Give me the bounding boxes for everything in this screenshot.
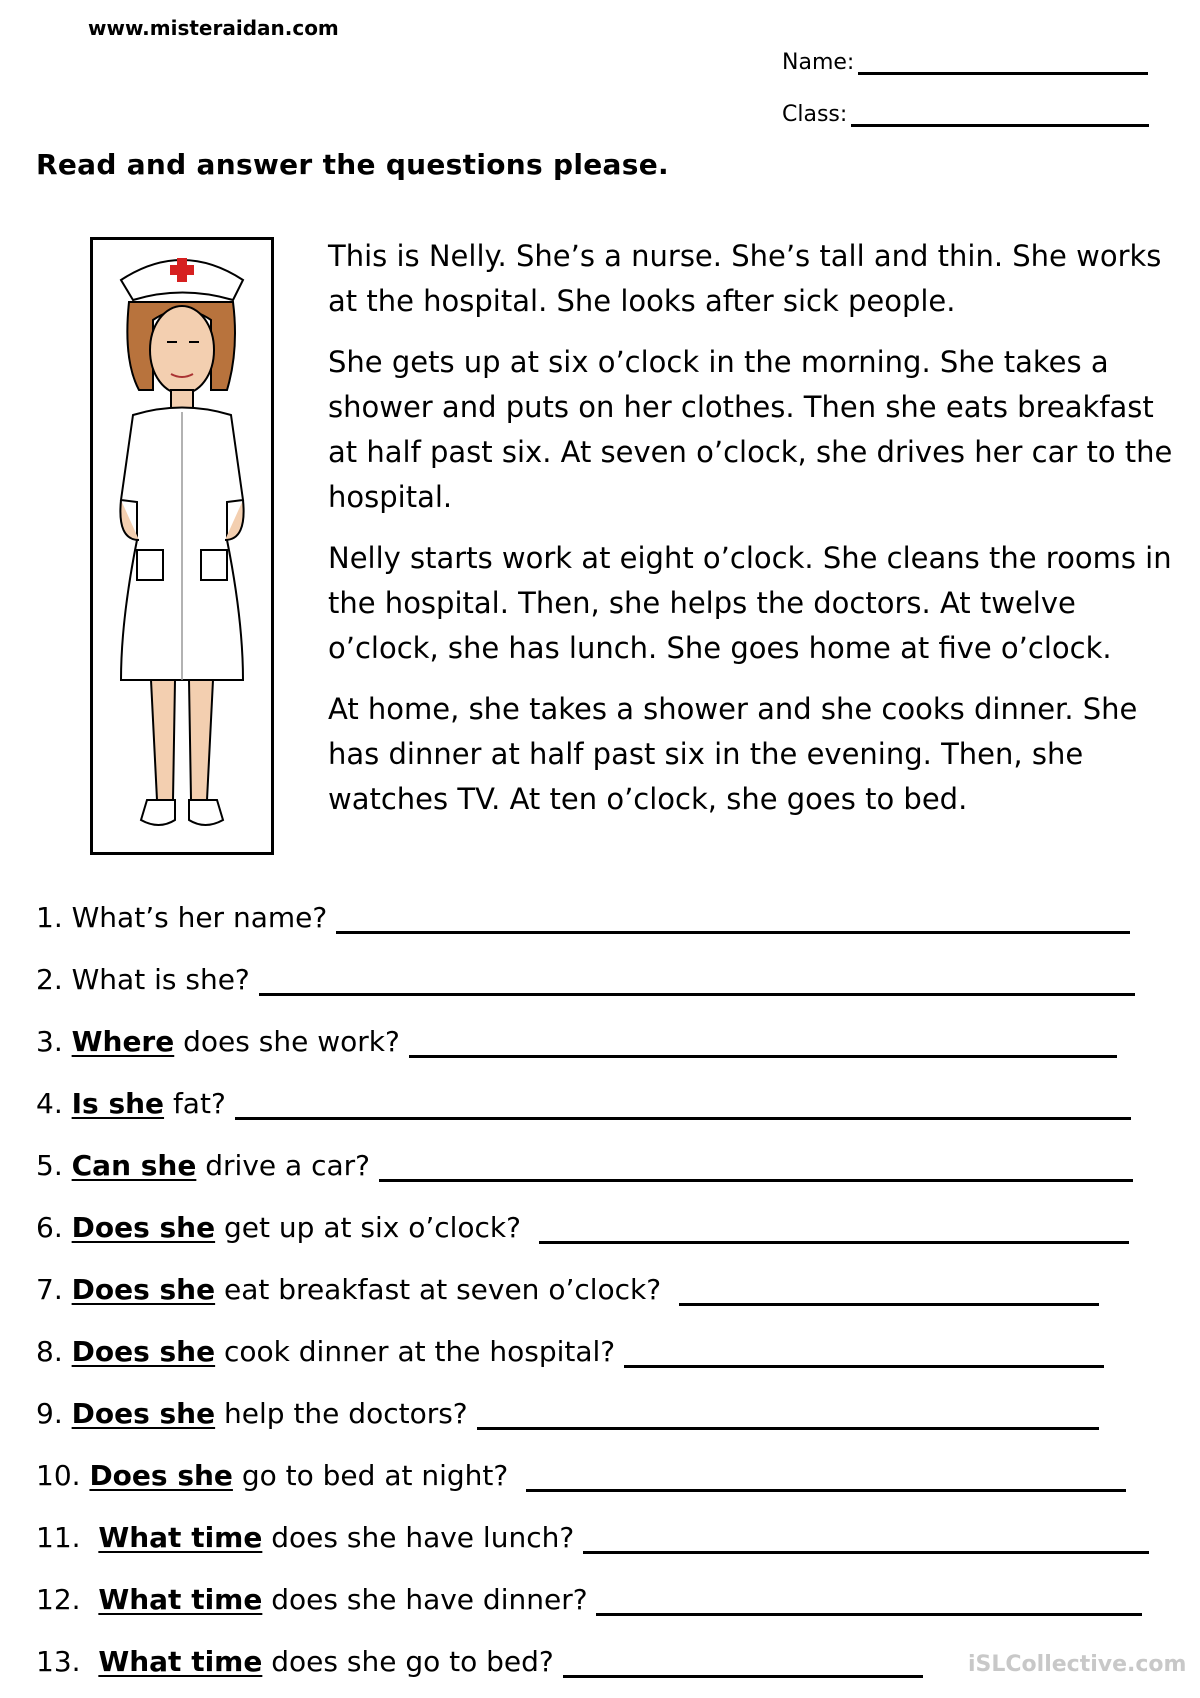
question-number: 4. — [36, 1087, 63, 1120]
story-paragraph: Nelly starts work at eight o’clock. She cleans the rooms in the hospital. Then, she helps the doctors. At twelve o’clock, she has lunch. She goes home at five o’clock. — [328, 541, 1172, 665]
question-item — [36, 1080, 1131, 1120]
question-item — [36, 1018, 1117, 1058]
question-text: does she go to bed? — [271, 1645, 554, 1678]
question-item — [36, 1142, 1133, 1182]
class-label: Class: — [782, 102, 848, 127]
reading-passage — [328, 234, 1188, 838]
question-item — [36, 1204, 1129, 1244]
answer-line[interactable] — [477, 1397, 1099, 1430]
page-title: Read and answer the questions please. — [36, 148, 669, 181]
answer-line[interactable] — [526, 1459, 1126, 1492]
watermark: iSLCollective.com — [968, 1652, 1187, 1677]
question-text: help the doctors? — [224, 1397, 468, 1430]
question-number: 5. — [36, 1149, 63, 1182]
story-paragraph: This is Nelly. She’s a nurse. She’s tall and thin. She works at the hospital. She looks after sick people. — [328, 239, 1162, 318]
question-number: 10. — [36, 1459, 81, 1492]
question-number: 9. — [36, 1397, 63, 1430]
question-number: 2. — [36, 963, 63, 996]
question-text: drive a car? — [205, 1149, 370, 1182]
question-keyword: Does she — [71, 1335, 216, 1368]
answer-line[interactable] — [583, 1521, 1149, 1554]
question-keyword: What time — [98, 1645, 263, 1678]
question-item — [36, 1638, 923, 1678]
question-item — [36, 1390, 1099, 1430]
story-paragraph: At home, she takes a shower and she cooks dinner. She has dinner at half past six in the evening. Then, she watches TV. At ten o’clock, she goes to bed. — [328, 692, 1138, 816]
class-answer-line[interactable] — [851, 100, 1149, 127]
question-keyword: What time — [98, 1521, 263, 1554]
question-number: 12. — [36, 1583, 81, 1616]
question-keyword: Does she — [71, 1273, 216, 1306]
answer-line[interactable] — [596, 1583, 1142, 1616]
class-field — [782, 100, 1149, 127]
answer-line[interactable] — [563, 1645, 923, 1678]
question-keyword: Where — [71, 1025, 175, 1058]
question-item — [36, 894, 1130, 934]
question-text: What is she? — [71, 963, 250, 996]
question-number: 1. — [36, 901, 63, 934]
answer-line[interactable] — [259, 963, 1135, 996]
question-keyword: What time — [98, 1583, 263, 1616]
question-item — [36, 1328, 1104, 1368]
question-text: does she have lunch? — [271, 1521, 575, 1554]
question-text: eat breakfast at seven o’clock? — [224, 1273, 662, 1306]
name-label: Name: — [782, 50, 855, 75]
question-text: cook dinner at the hospital? — [224, 1335, 616, 1368]
site-url: www.misteraidan.com — [88, 16, 339, 40]
question-number: 7. — [36, 1273, 63, 1306]
answer-line[interactable] — [235, 1087, 1131, 1120]
question-number: 13. — [36, 1645, 81, 1678]
question-item — [36, 1514, 1149, 1554]
question-item — [36, 1266, 1099, 1306]
question-keyword: Does she — [71, 1397, 216, 1430]
question-text: does she work? — [183, 1025, 400, 1058]
question-item — [36, 1576, 1142, 1616]
question-keyword: Can she — [71, 1149, 197, 1182]
question-keyword: Does she — [89, 1459, 233, 1492]
question-text: What’s her name? — [71, 901, 328, 934]
question-text: go to bed at night? — [241, 1459, 509, 1492]
name-answer-line[interactable] — [858, 48, 1148, 75]
question-number: 6. — [36, 1211, 63, 1244]
question-text: does she have dinner? — [271, 1583, 588, 1616]
answer-line[interactable] — [409, 1025, 1117, 1058]
question-text: fat? — [172, 1087, 226, 1120]
answer-line[interactable] — [624, 1335, 1104, 1368]
question-keyword: Is she — [71, 1087, 165, 1120]
nurse-picture — [90, 237, 274, 855]
question-number: 11. — [36, 1521, 81, 1554]
question-text: get up at six o’clock? — [224, 1211, 521, 1244]
answer-line[interactable] — [539, 1211, 1129, 1244]
name-field — [782, 48, 1148, 75]
answer-line[interactable] — [336, 901, 1130, 934]
answer-line[interactable] — [379, 1149, 1133, 1182]
answer-line[interactable] — [679, 1273, 1099, 1306]
question-item — [36, 1452, 1126, 1492]
question-keyword: Does she — [71, 1211, 216, 1244]
question-number: 3. — [36, 1025, 63, 1058]
question-item — [36, 956, 1135, 996]
story-paragraph: She gets up at six o’clock in the morning. She takes a shower and puts on her clothes. Then she eats breakfast at half past six. At seven o’clock, she drives her car to the hospital. — [328, 345, 1173, 514]
question-number: 8. — [36, 1335, 63, 1368]
nurse-illustration-icon — [93, 240, 271, 852]
